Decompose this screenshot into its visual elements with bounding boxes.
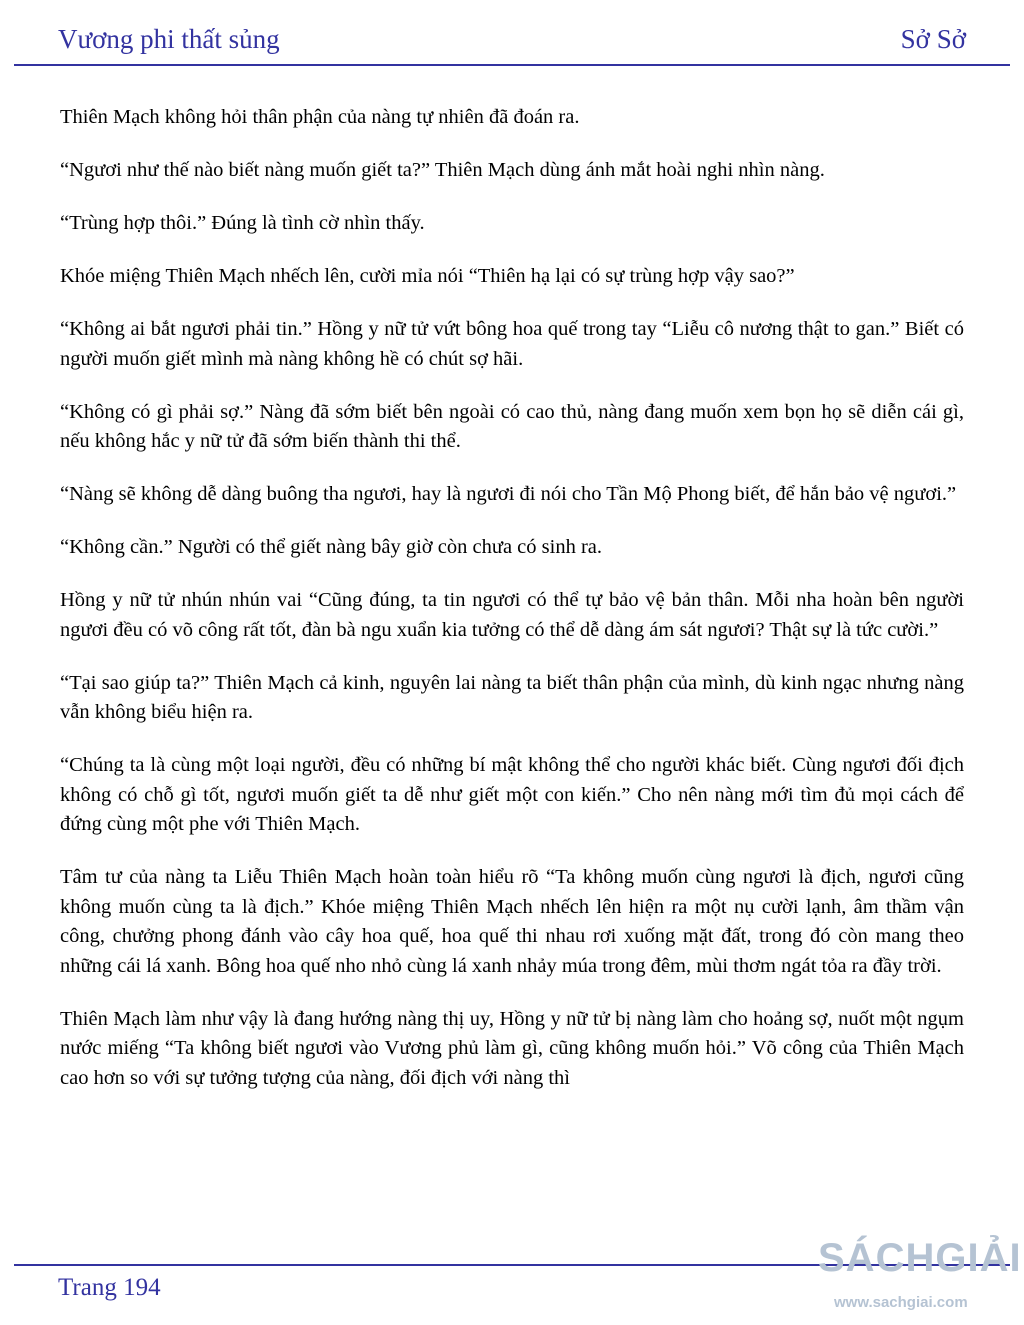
paragraph: “Không ai bắt ngươi phải tin.” Hồng y nữ tử vứt bông hoa quế trong tay “Liễu cô nương thật to gan.” Biết có người muốn giết mình mà nàng không hề có chút sợ hãi. bbox=[60, 318, 964, 370]
paragraph: “Chúng ta là cùng một loại người, đều có những bí mật không thể cho người khác biết. Cùng ngươi đối địch không có chỗ gì tốt, ngươi muốn giết ta dễ như giết một con kiến.” Cho nên nàng mới tìm đủ mọi cách để đứng cùng một phe với Thiên Mạch. bbox=[60, 754, 964, 835]
watermark-logo bbox=[818, 1220, 1024, 1320]
paragraph: Khóe miệng Thiên Mạch nhếch lên, cười mỉa nói “Thiên hạ lại có sự trùng hợp vậy sao?” bbox=[60, 265, 795, 287]
page-number: Trang 194 bbox=[58, 1274, 161, 1301]
paragraph: “Tại sao giúp ta?” Thiên Mạch cả kinh, nguyên lai nàng ta biết thân phận của mình, dù kinh ngạc nhưng nàng vẫn không biểu hiện ra. bbox=[60, 671, 964, 723]
paragraph: Thiên Mạch không hỏi thân phận của nàng tự nhiên đã đoán ra. bbox=[60, 106, 580, 128]
paragraph: “Trùng hợp thôi.” Đúng là tình cờ nhìn thấy. bbox=[60, 212, 425, 234]
paragraph: “Nàng sẽ không dễ dàng buông tha ngươi, hay là ngươi đi nói cho Tần Mộ Phong biết, để hắn bảo vệ ngươi.” bbox=[60, 483, 957, 505]
watermark-url: www.sachgiai.com bbox=[834, 1294, 968, 1311]
page-header bbox=[58, 24, 966, 62]
watermark-logo-text: SÁCHGIẢI bbox=[818, 1236, 1022, 1280]
paragraph: “Ngươi như thế nào biết nàng muốn giết ta?” Thiên Mạch dùng ánh mắt hoài nghi nhìn nàng. bbox=[60, 159, 825, 181]
paragraph: Tâm tư của nàng ta Liễu Thiên Mạch hoàn toàn hiểu rõ “Ta không muốn cùng ngươi là địch, ngươi cũng không muốn cùng ta là địch.” Khóe miệng Thiên Mạch nhếch lên hiện ra một nụ cười lạnh, âm thầm vận công, chưởng phong đánh vào cây hoa quế, hoa quế thi nhau rơi xuống mặt đất, trong đó còn mang theo những cái lá xanh. Bông hoa quế nho nhỏ cùng lá xanh nhảy múa trong đêm, mùi thơm ngát tỏa ra đầy trời. bbox=[60, 866, 964, 977]
paragraph: Hồng y nữ tử nhún nhún vai “Cũng đúng, ta tin ngươi có thể tự bảo vệ bản thân. Mỗi nha hoàn bên người ngươi đều có võ công rất tốt, đàn bà ngu xuẩn kia tưởng có thể dễ dàng ám sát ngươi? Thật sự là tức cười.” bbox=[60, 589, 964, 641]
page-body bbox=[60, 103, 964, 1117]
paragraph: “Không có gì phải sợ.” Nàng đã sớm biết bên ngoài có cao thủ, nàng đang muốn xem bọn họ sẽ diễn cái gì, nếu không hắc y nữ tử đã sớm biến thành thi thể. bbox=[60, 400, 964, 452]
paragraph: “Không cần.” Người có thể giết nàng bây giờ còn chưa có sinh ra. bbox=[60, 536, 602, 558]
book-title: Vương phi thất sủng bbox=[58, 24, 280, 54]
book-author: Sở Sở bbox=[900, 24, 966, 54]
paragraph: Thiên Mạch làm như vậy là đang hướng nàng thị uy, Hồng y nữ tử bị nàng làm cho hoảng sợ, nuốt một ngụm nước miếng “Ta không biết ngươi vào Vương phủ làm gì, cũng không muốn hỏi.” Võ công của Thiên Mạch cao hơn so với sự tưởng tượng của nàng, đối địch với nàng thì bbox=[60, 1007, 964, 1089]
header-divider bbox=[14, 64, 1010, 66]
